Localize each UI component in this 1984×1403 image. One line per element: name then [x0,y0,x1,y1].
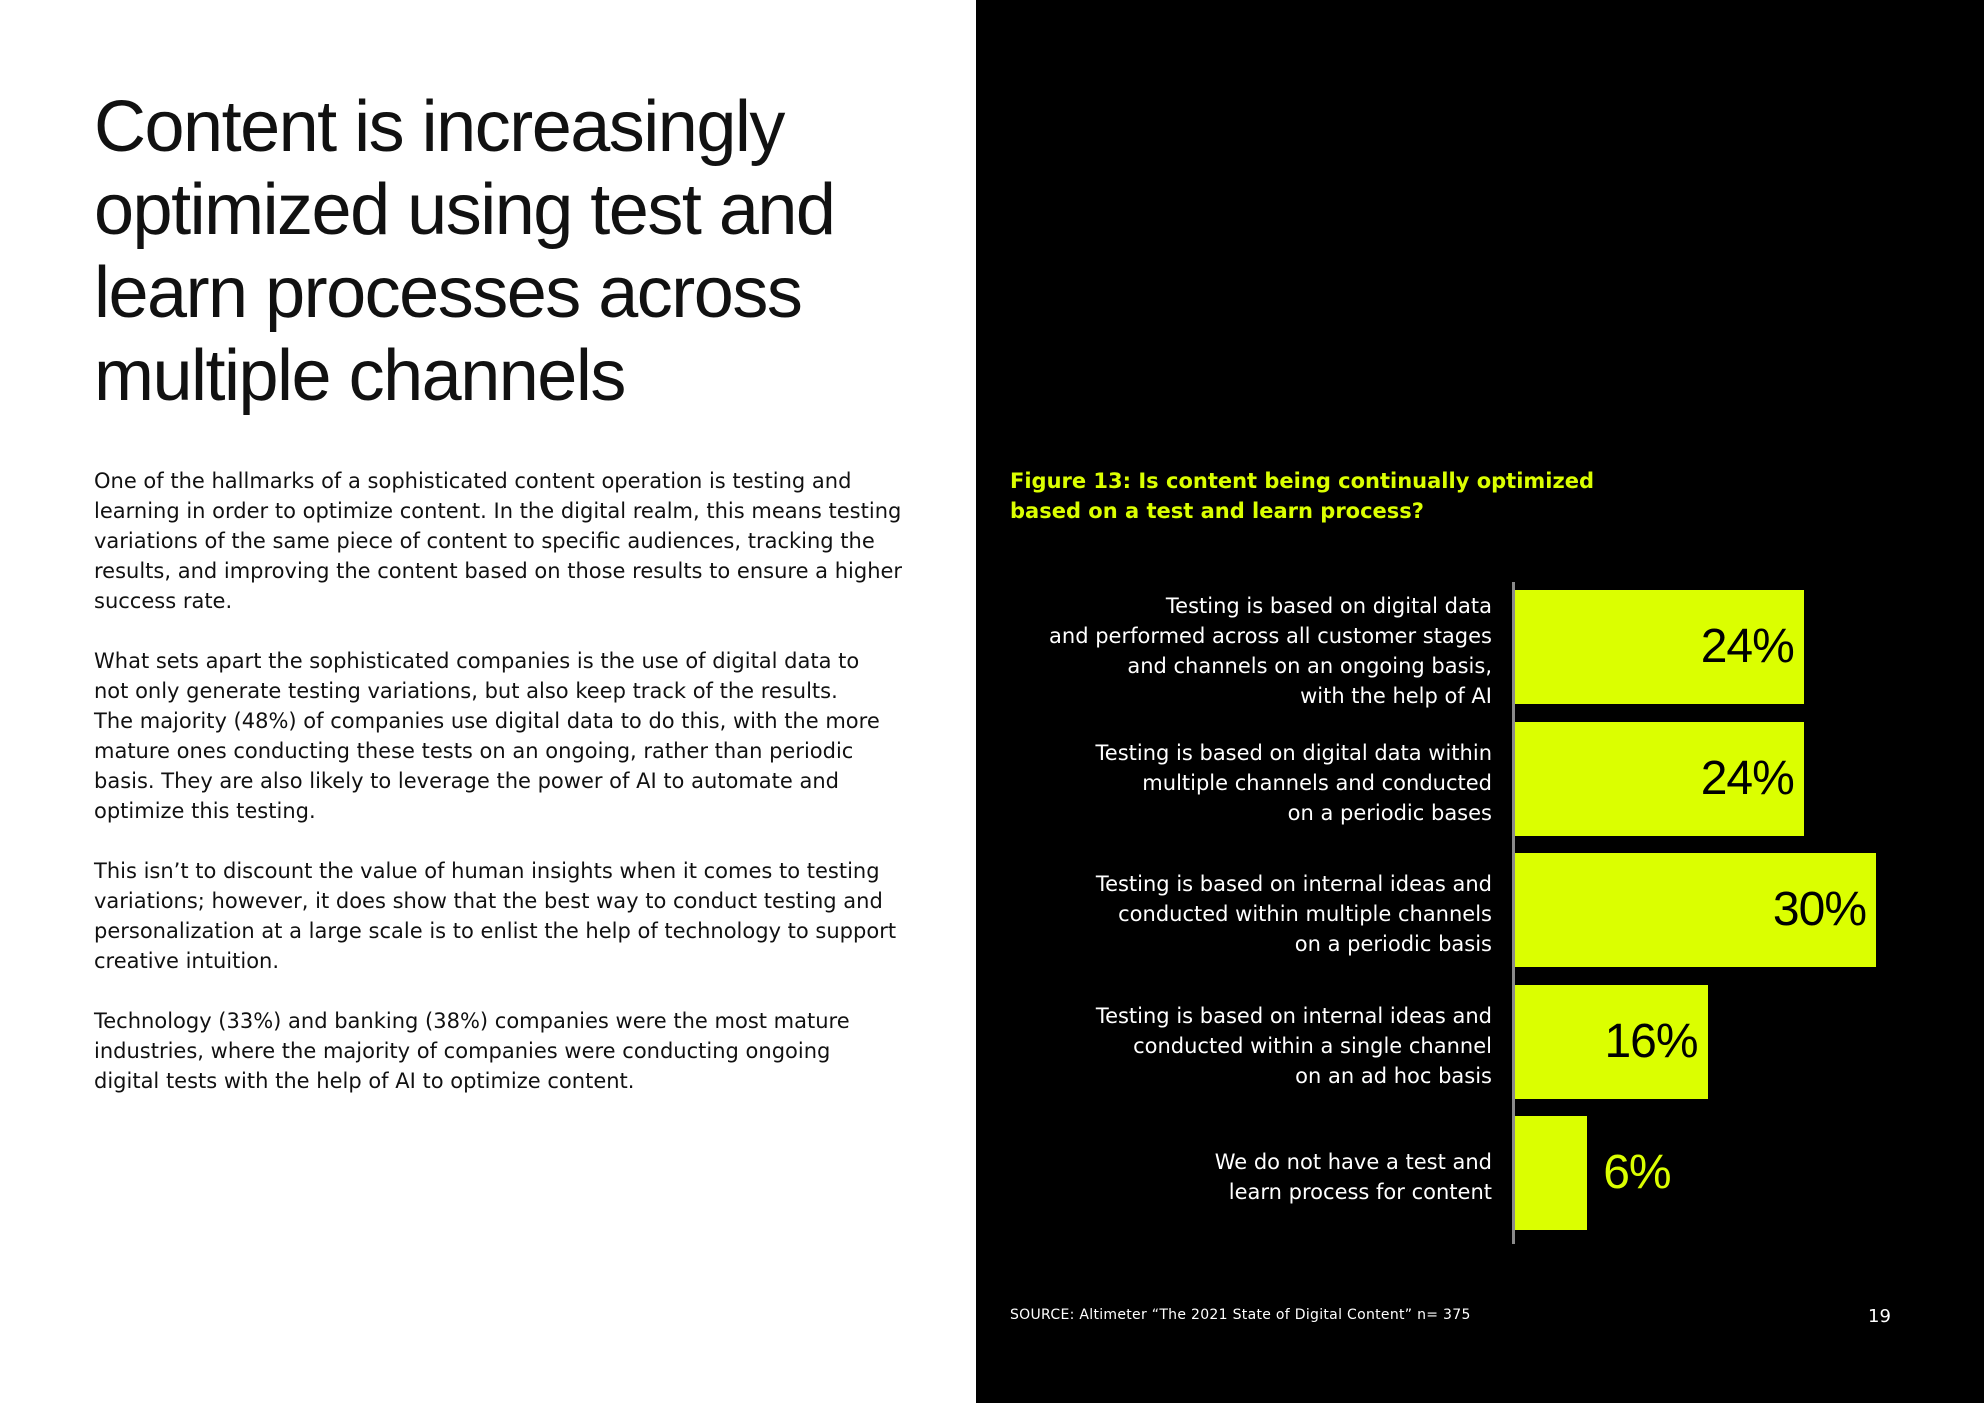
text-panel [0,0,976,1403]
data-label: 30% [1772,883,1866,936]
data-label: 24% [1700,751,1794,805]
text-line: variations of the same piece of content to specific audiences, tracking the [94,529,875,553]
text-line: creative intuition. [94,949,280,973]
text-line: One of the hallmarks of a sophisticated content operation is testing and [94,469,852,493]
text-line: basis. They are also likely to leverage the power of AI to automate and [94,769,840,793]
category-label [1096,869,1492,959]
text-line: mature ones conducting these tests on an ongoing, rather than periodic [94,739,854,763]
title-line: optimized using test and [94,170,835,250]
category-label-line: on a periodic basis [1294,932,1492,956]
category-label-line: and performed across all customer stages [1049,624,1492,648]
category-label [1215,1147,1492,1207]
text-line: This isn’t to discount the value of human insights when it comes to testing [94,859,880,883]
category-label-line: conducted within multiple channels [1118,902,1492,926]
category-label-line: with the help of AI [1300,684,1492,708]
category-label [1096,738,1492,828]
text-line: Technology (33%) and banking (38%) companies were the most mature [94,1009,850,1033]
chart-title-line: Figure 13: Is content being continually optimized [1010,469,1594,493]
category-label-line: Testing is based on digital data [1165,594,1492,618]
title-line: multiple channels [94,336,625,416]
bar-chart [976,0,1984,1403]
paragraph [94,1006,924,1096]
data-label: 6% [1603,1146,1671,1199]
category-label-line: on a periodic bases [1287,800,1492,825]
text-line: personalization at a large scale is to enlist the help of technology to support [94,919,897,943]
source-note: SOURCE: Altimeter “The 2021 State of Digital Content” n= 375 [1010,1307,1471,1323]
category-label [1049,591,1492,711]
category-label-line: conducted within a single channel [1133,1033,1492,1058]
category-label-line: multiple channels and conducted [1142,770,1492,795]
text-line: variations; however, it does show that the best way to conduct testing and [94,889,883,913]
chart-panel [976,0,1984,1403]
paragraph [94,646,924,826]
category-label-line: Testing is based on internal ideas and [1095,1003,1492,1028]
category-label [1096,1001,1492,1091]
text-line: industries, where the majority of companies were conducting ongoing [94,1039,831,1063]
text-line: digital tests with the help of AI to optimize content. [94,1069,635,1093]
category-label-line: Testing is based on digital data within [1095,740,1492,765]
data-label: 16% [1604,1014,1698,1068]
text-line: learning in order to optimize content. In the digital realm, this means testing [94,499,902,523]
body-text [94,466,924,1126]
paragraph [94,856,924,976]
page-title [94,86,934,418]
text-line: The majority (48%) of companies use digital data to do this, with the more [94,709,880,733]
paragraph [94,466,924,616]
title-line: learn processes across [94,253,802,333]
text-line: results, and improving the content based on those results to ensure a higher [94,559,903,583]
category-label-line: We do not have a test and [1214,1150,1492,1174]
category-label-line: and channels on an ongoing basis, [1127,654,1492,678]
category-label-line: Testing is based on internal ideas and [1095,872,1492,896]
text-line: What sets apart the sophisticated companies is the use of digital data to [94,649,860,673]
text-line: optimize this testing. [94,799,316,823]
text-line: success rate. [94,589,233,613]
bar [1515,1116,1587,1230]
text-line: not only generate testing variations, but also keep track of the results. [94,679,838,703]
data-label: 24% [1700,620,1794,673]
title-line: Content is increasingly [94,87,784,167]
category-label-line: learn process for content [1228,1180,1492,1204]
category-label-line: on an ad hoc basis [1295,1063,1492,1088]
page-number: 19 [1868,1306,1891,1327]
chart-title-line: based on a test and learn process? [1010,499,1424,523]
